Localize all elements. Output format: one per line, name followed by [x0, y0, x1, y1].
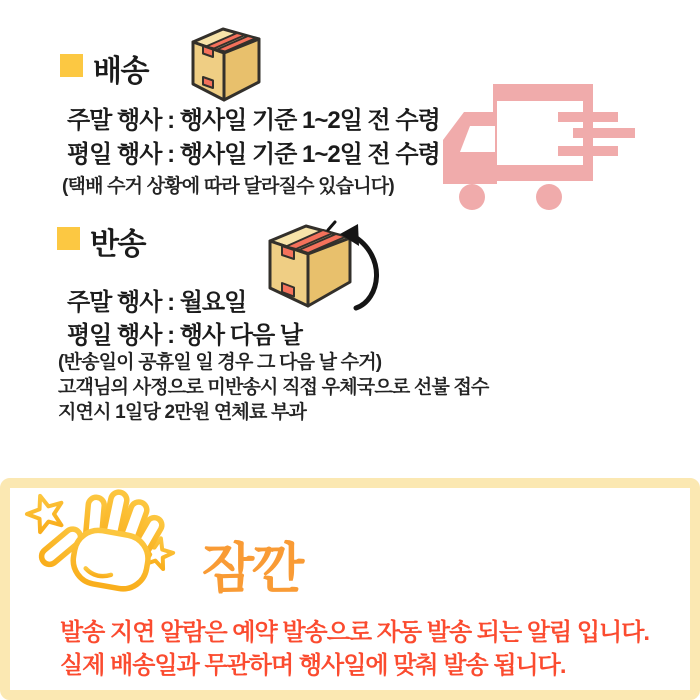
return-note-post-office: 고객님의 사정으로 미반송시 직접 우체국으로 선불 접수 [58, 377, 489, 398]
return-box-arrow-icon [256, 220, 388, 324]
return-bullet-square [57, 227, 80, 250]
return-schedule-weekend: 주말 행사 : 월요일 [67, 289, 247, 316]
notice-alert-line-1: 발송 지연 알람은 예약 발송으로 자동 발송 되는 알림 입니다. [60, 619, 650, 646]
return-note-holiday: (반송일이 공휴일 일 경우 그 다음 날 수거) [58, 352, 382, 373]
stop-hand-icon [24, 488, 192, 608]
return-schedule-weekday: 평일 행사 : 행사 다음 날 [67, 322, 302, 349]
shipping-bullet-square [60, 54, 83, 77]
delivery-truck-icon [440, 80, 640, 212]
shipping-note: (택배 수거 상황에 따라 달라질수 있습니다) [62, 176, 394, 197]
shipping-schedule-weekday: 평일 행사 : 행사일 기준 1~2일 전 수령 [67, 141, 440, 168]
star-icon-left [24, 490, 68, 534]
shipping-schedule-weekend: 주말 행사 : 행사일 기준 1~2일 전 수령 [67, 107, 440, 134]
shipping-section-title: 배송 [93, 55, 148, 88]
package-box-icon [181, 26, 269, 104]
notice-title: 잠깐 [202, 539, 303, 599]
string-tick [328, 222, 335, 230]
notice-callout-box [0, 478, 700, 700]
return-note-late-fee: 지연시 1일당 2만원 연체료 부과 [58, 402, 307, 423]
return-section-title: 반송 [90, 228, 145, 261]
notice-alert-line-2: 실제 배송일과 무관하며 행사일에 맞춰 발송 됩니다. [60, 652, 566, 679]
return-arrow-curve [352, 235, 377, 308]
